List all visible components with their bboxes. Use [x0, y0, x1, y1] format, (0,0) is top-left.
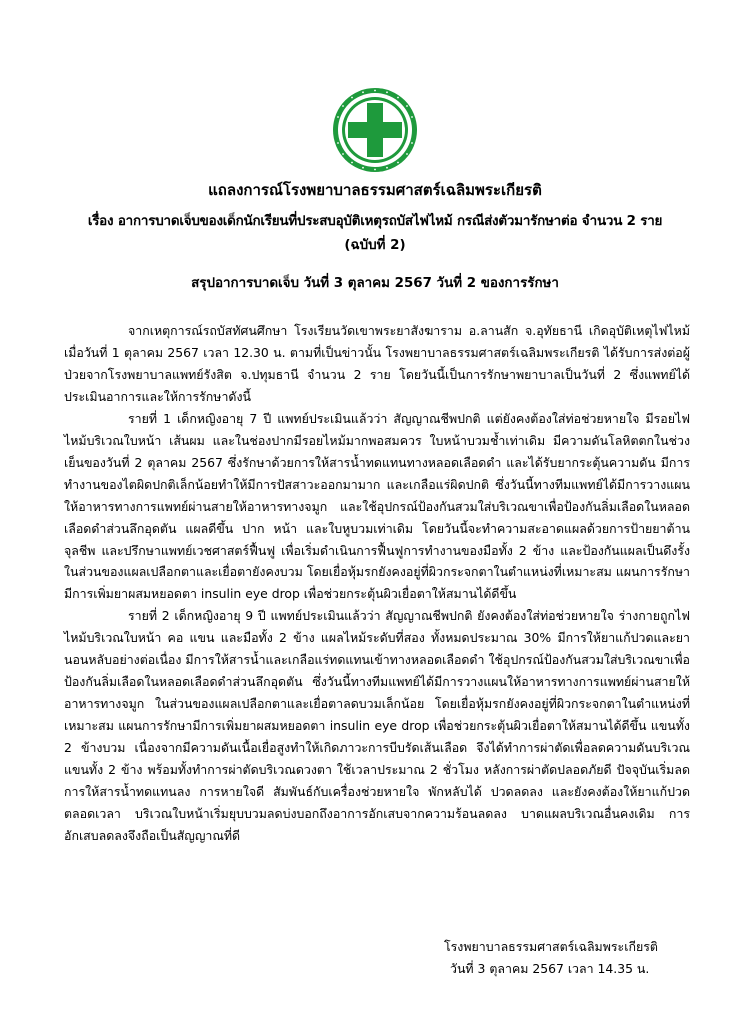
case-2-paragraph: รายที่ 2 เด็กหญิงอายุ 9 ปี แพทย์ประเมินแล้วว่า สัญญาณชีพปกติ ยังคงต้องใส่ท่อช่วยหายใจ ร่างกายถูกไฟไหม้บริเวณใบหน้า คอ แขน และมือทั้ง 2 ข้าง แผลไหม้ระดับที่สอง ทั้งหมดประมาณ 30% มีการให้ยาแก้ปวดและยานอนหลับอย่างต่อเนื่อง มีการให้สารน้ำและเกลือแร่ทดแทนเข้าทางหลอดเลือดดำ ใช้อุปกรณ์ป้องกันสวมใส่บริเวณขาเพื่อป้องกันลิ่มเลือดในหลอดเลือดดำส่วนลึกอุดตัน ซึ่งวันนี้ทางทีมแพทย์ได้มีการวางแผนให้อาหารทางการแพทย์ผ่านสายให้อาหารทางจมูก ในส่วนของแผลเปลือกตาและเยื่อตาลดบวมเล็กน้อย โดยเยื่อหุ้มรกยังคงอยู่ที่ผิวกระจกตาในตำแหน่งที่เหมาะสม แผนการรักษามีการเพิ่มยาผสมหยอดตา insulin eye drop เพื่อช่วยกระตุ้นผิวเยื่อตาให้สมานได้ดีขึ้น แขนทั้ง 2 ข้างบวม เนื่องจากมีความดันเนื้อเยื่อสูงทำให้เกิดภาวะการบีบรัดเส้นเลือด จึงได้ทำการผ่าตัดเพื่อลดความดันบริเวณแขนทั้ง 2 ข้าง พร้อมทั้งทำการผ่าตัดบริเวณดวงตา ใช้เวลาประมาณ 2 ชั่วโมง หลังการผ่าตัดปลอดภัยดี ปัจจุบันเริ่มลดการให้สารน้ำทดแทนลง การหายใจดี สัมพันธ์กับเครื่องช่วยหายใจ พักหลับได้ ปวดลดลง และยังคงต้องให้ยาแก้ปวดตลอดเวลา บริเวณใบหน้าเริ่มยุบบวมลดบ่งบอกถึงอาการอักเสบจากความร้อนลดลง บาดแผลบริเวณอื่นคงเดิม การอักเสบลดลงจึงถือเป็นสัญญาณที่ดี	[64, 608, 690, 843]
statement-issue: (ฉบับที่ 2)	[344, 238, 406, 253]
statement-body	[64, 320, 690, 847]
intro-paragraph: จากเหตุการณ์รถบัสทัศนศึกษา โรงเรียนวัดเขาพระยาสังฆาราม อ.ลานสัก จ.อุทัยธานี เกิดอุบัติเหตุไฟไหม้ เมื่อวันที่ 1 ตุลาคม 2567 เวลา 12.30 น. ตามที่เป็นข่าวนั้น โรงพยาบาลธรรมศาสตร์เฉลิมพระเกียรติ ได้รับการส่งต่อผู้ป่วยจากโรงพยาบาลแพทย์รังสิต จ.ปทุมธานี จำนวน 2 ราย โดยวันนี้เป็นการรักษาพยาบาลเป็นวันที่ 2 ซึ่งแพทย์ได้ประเมินอาการและให้การรักษาดังนี้	[64, 323, 690, 404]
signature-date: วันที่ 3 ตุลาคม 2567 เวลา 14.35 น.	[450, 961, 650, 976]
statement-subject: เรื่อง อาการบาดเจ็บของเด็กนักเรียนที่ประสบอุบัติเหตุรถบัสไฟไหม้ กรณีส่งตัวมารักษาต่อ จำนวน 2 ราย	[87, 214, 663, 229]
hospital-logo	[331, 86, 419, 174]
signature-block	[444, 936, 658, 980]
signature-org: โรงพยาบาลธรรมศาสตร์เฉลิมพระเกียรติ	[444, 939, 658, 954]
statement-title: แถลงการณ์โรงพยาบาลธรรมศาสตร์เฉลิมพระเกียรติ	[208, 181, 542, 199]
case-1-paragraph: รายที่ 1 เด็กหญิงอายุ 7 ปี แพทย์ประเมินแล้วว่า สัญญาณชีพปกติ แต่ยังคงต้องใส่ท่อช่วยหายใจ มีรอยไฟไหม้บริเวณใบหน้า เส้นผม และในช่องปากมีรอยไหม้มากพอสมควร ใบหน้าบวมช้ำเท่าเดิม มีความดันโลหิตตกในช่วงเย็นของวันที่ 2 ตุลาคม 2567 ซึ่งรักษาด้วยการให้สารน้ำทดแทนทางหลอดเลือดดำ และได้รับยากระตุ้นความดัน มีการทำงานของไตผิดปกติเล็กน้อยทำให้มีการปัสสาวะออกมามาก และเกลือแร่ผิดปกติ ซึ่งวันนี้ทางทีมแพทย์ได้มีการวางแผนให้อาหารทางการแพทย์ผ่านสายให้อาหารทางจมูก และใช้อุปกรณ์ป้องกันสวมใส่บริเวณขาเพื่อป้องกันลิ่มเลือดในหลอดเลือดดำส่วนลึกอุดตัน แผลดีขึ้น ปาก หน้า และใบหูบวมเท่าเดิม โดยวันนี้จะทำความสะอาดแผลด้วยการป้ายยาต้านจุลชีพ และปรึกษาแพทย์เวชศาสตร์ฟื้นฟู เพื่อเริ่มดำเนินการฟื้นฟูการทำงานของมือทั้ง 2 ข้าง และป้องกันแผลเป็นดึงรั้ง ในส่วนของแผลเปลือกตาและเยื่อตายังคงบวม โดยเยื่อหุ้มรกยังคงอยู่ที่ผิวกระจกตาในตำแหน่งที่เหมาะสม แผนการรักษามีการเพิ่มยาผสมหยอดตา insulin eye drop เพื่อช่วยกระตุ้นผิวเยื่อตาให้สมานได้ดีขึ้น	[64, 410, 690, 602]
summary-heading: สรุปอาการบาดเจ็บ วันที่ 3 ตุลาคม 2567 วันที่ 2 ของการรักษา	[191, 276, 559, 291]
green-cross-icon	[331, 86, 419, 174]
